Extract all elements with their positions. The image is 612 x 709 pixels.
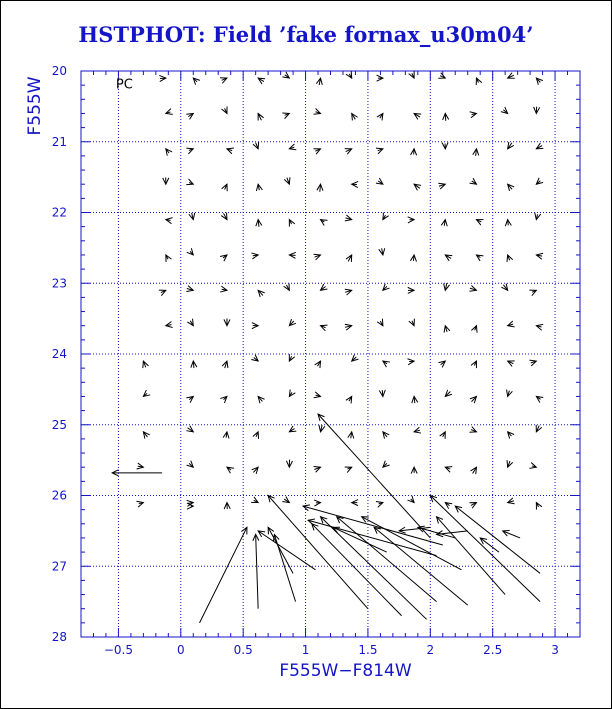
small-arrow [536, 178, 543, 184]
arrow-shaft [256, 534, 258, 608]
small-arrow [438, 361, 445, 367]
small-arrow [317, 184, 323, 192]
small-arrow [220, 286, 227, 292]
arrow-head [253, 432, 259, 439]
small-arrow [383, 432, 389, 439]
small-arrow [377, 75, 383, 81]
arrow-head [376, 501, 383, 507]
long-arrow [318, 414, 430, 538]
x-tick-label: 1.5 [358, 643, 378, 657]
small-arrow [316, 78, 322, 85]
small-arrow [163, 177, 169, 184]
small-arrow [445, 467, 452, 473]
small-arrow [166, 149, 172, 156]
y-tick-label: 21 [51, 134, 67, 149]
small-arrow [507, 460, 513, 467]
arrow-head [314, 109, 321, 115]
y-axis-label: F555W [25, 76, 45, 136]
arrow-head [507, 255, 513, 262]
arrow-head [282, 113, 289, 119]
x-tick-label: 1 [301, 643, 310, 657]
small-arrow [186, 426, 193, 432]
arrow-head [289, 220, 295, 227]
small-arrow [251, 355, 258, 361]
small-arrow [191, 361, 197, 368]
long-arrow [430, 496, 540, 602]
small-arrow [289, 354, 294, 361]
arrow-head [284, 283, 290, 290]
small-arrow [536, 425, 542, 432]
arrow-head [469, 427, 476, 433]
arrow-head [536, 396, 543, 402]
arrow-head [289, 144, 296, 150]
small-arrow [345, 289, 352, 295]
small-arrow [186, 286, 193, 292]
small-arrow [314, 254, 321, 260]
small-arrow [410, 255, 416, 262]
arrow-shaft [303, 506, 443, 545]
small-arrow [345, 215, 352, 221]
small-arrow [222, 106, 228, 113]
small-arrow [282, 113, 289, 119]
small-arrow [314, 149, 321, 155]
arrow-shaft [430, 496, 540, 602]
arrow-head [186, 179, 193, 185]
panel-label: PC [115, 77, 133, 93]
small-arrow [534, 107, 540, 114]
small-arrow [529, 360, 536, 366]
arrow-head [376, 148, 383, 154]
small-arrow [352, 355, 359, 361]
small-arrow [252, 467, 258, 474]
small-arrow [445, 503, 452, 509]
arrow-head [376, 178, 383, 184]
small-arrow [409, 71, 415, 78]
arrow-head [470, 112, 477, 118]
small-arrow [470, 112, 477, 118]
small-arrow [166, 109, 173, 115]
y-tick-label: 28 [51, 630, 67, 644]
y-tick-label: 25 [51, 417, 67, 432]
small-arrow [470, 396, 477, 403]
small-arrow [258, 113, 263, 120]
arrow-head [508, 321, 515, 327]
small-arrow [224, 503, 230, 509]
y-tick-label: 24 [51, 347, 67, 361]
arrow-head [476, 255, 483, 261]
x-tick-label: −0.5 [103, 643, 133, 657]
arrow-head [282, 497, 289, 503]
small-arrow [501, 107, 508, 113]
small-arrow [508, 432, 514, 439]
small-arrow [166, 321, 173, 327]
small-arrow [412, 396, 418, 403]
small-arrow [536, 324, 543, 330]
small-arrow [251, 497, 258, 503]
arrow-head [258, 78, 265, 84]
arrow-head [159, 290, 166, 296]
arrow-shaft [268, 496, 368, 609]
arrow-head [315, 361, 321, 368]
arrow-head [222, 106, 228, 113]
arrow-head [529, 463, 536, 469]
arrow-head [289, 390, 295, 397]
arrow-head [440, 432, 446, 439]
small-arrow [529, 463, 536, 469]
small-arrow [345, 149, 352, 155]
small-arrow [476, 220, 483, 225]
small-arrow [535, 213, 541, 220]
arrow-head [536, 253, 543, 259]
small-arrow [289, 252, 295, 258]
small-arrow [443, 113, 449, 120]
small-arrow [289, 390, 295, 397]
small-arrow [289, 144, 296, 150]
arrow-head [529, 360, 536, 366]
arrow-head [471, 326, 477, 333]
small-arrow [376, 178, 383, 184]
small-arrow [438, 183, 445, 189]
arrow-head [409, 71, 415, 78]
long-arrow [480, 538, 499, 552]
arrow-marks [112, 71, 543, 623]
long-arrow [200, 527, 247, 623]
small-arrow [186, 179, 193, 185]
small-arrow [377, 319, 383, 326]
small-arrow [409, 319, 415, 326]
arrow-head [377, 319, 383, 326]
small-arrow [253, 142, 259, 149]
small-arrow [536, 396, 543, 402]
small-arrow [441, 220, 447, 227]
arrow-head [166, 255, 172, 262]
small-arrow [252, 323, 258, 329]
arrow-shaft [318, 414, 430, 538]
arrow-head [187, 319, 193, 326]
small-arrow [159, 290, 166, 296]
small-arrow [408, 496, 415, 503]
arrow-head [438, 73, 445, 79]
small-arrow [166, 255, 172, 262]
arrow-head [258, 531, 265, 537]
arrow-shaft [258, 531, 315, 570]
arrow-head [227, 467, 234, 473]
small-arrow [187, 248, 193, 255]
small-arrow [220, 78, 227, 84]
small-arrow [189, 213, 195, 220]
arrow-head [536, 503, 542, 510]
small-arrow [508, 498, 515, 504]
small-arrow [256, 220, 262, 227]
long-arrow [503, 530, 520, 538]
arrow-shaft [455, 506, 540, 573]
small-arrow [258, 78, 265, 84]
small-arrow [352, 113, 358, 120]
small-arrow [469, 427, 476, 433]
small-arrow [314, 467, 321, 473]
small-arrow [376, 148, 383, 154]
arrow-head [136, 501, 143, 507]
small-arrow [284, 177, 290, 184]
small-arrow [505, 220, 511, 227]
small-arrow [508, 184, 514, 191]
small-arrow [258, 290, 265, 297]
arrow-head [186, 148, 193, 154]
arrow-shaft [437, 517, 506, 595]
arrow-head [471, 361, 477, 368]
small-arrow [222, 361, 228, 368]
small-arrow [383, 213, 389, 220]
arrow-head [383, 361, 390, 367]
arrow-head [414, 427, 421, 433]
small-arrow [411, 149, 417, 156]
arrow-head [166, 109, 173, 115]
small-arrow [348, 432, 354, 439]
long-arrow [312, 524, 402, 616]
small-arrow [383, 461, 390, 468]
small-arrow [407, 359, 414, 365]
small-arrow [383, 284, 390, 291]
arrow-head [289, 354, 294, 361]
small-arrow [227, 148, 234, 154]
long-arrow [258, 531, 315, 570]
small-arrow [471, 361, 477, 368]
arrow-shaft [268, 527, 293, 573]
arrow-head [314, 392, 321, 398]
small-arrow [383, 361, 390, 367]
small-arrow [289, 319, 296, 326]
small-arrow [346, 396, 352, 403]
small-arrow [352, 181, 358, 187]
small-arrow [143, 432, 149, 439]
arrow-head [137, 463, 144, 469]
small-arrow [137, 463, 144, 469]
arrow-head [321, 220, 328, 226]
small-arrow [346, 255, 352, 262]
arrow-head [469, 503, 476, 509]
small-arrow [186, 113, 193, 119]
x-tick-label: 0 [176, 643, 185, 657]
y-tick-label: 26 [51, 488, 67, 503]
arrow-head [346, 71, 352, 78]
small-arrow [501, 283, 507, 290]
small-arrow [408, 287, 414, 293]
y-tick-label: 23 [51, 276, 67, 291]
small-arrow [221, 213, 227, 220]
small-arrow [258, 396, 264, 403]
small-arrow [536, 143, 543, 149]
small-arrow [529, 290, 536, 296]
x-tick-label: 0.5 [233, 643, 253, 657]
arrow-head [222, 184, 228, 191]
arrow-head [536, 324, 543, 330]
small-arrow [476, 255, 483, 261]
small-arrow [187, 461, 194, 468]
small-arrow [508, 73, 515, 79]
arrow-head [476, 78, 482, 85]
small-arrow [411, 467, 417, 473]
arrow-head [314, 149, 321, 155]
small-arrow [438, 73, 445, 79]
small-arrow [408, 217, 414, 223]
small-arrow [136, 501, 143, 507]
arrow-head [186, 113, 193, 119]
small-arrow [536, 503, 542, 510]
small-arrow [284, 283, 290, 290]
small-arrow [193, 78, 200, 85]
small-arrow [469, 503, 476, 509]
small-arrow [319, 425, 325, 432]
arrow-shaft [312, 524, 402, 616]
small-arrow [376, 501, 383, 507]
small-arrow [253, 432, 259, 439]
small-arrow [346, 71, 352, 78]
small-arrow [222, 184, 228, 191]
y-tick-label: 27 [51, 559, 67, 574]
small-arrow [220, 255, 227, 261]
small-arrow [289, 220, 295, 227]
arrow-head [186, 426, 193, 432]
small-arrow [352, 500, 358, 506]
x-axis-label: F555W−F814W [279, 661, 412, 681]
arrow-head [346, 396, 352, 403]
arrow-head [414, 113, 421, 119]
small-arrow [471, 326, 477, 333]
long-arrow [437, 517, 506, 595]
small-arrow [289, 426, 296, 432]
arrow-head [227, 148, 234, 154]
small-arrow [444, 326, 450, 333]
small-arrow [224, 319, 230, 326]
small-arrow [286, 460, 292, 468]
small-arrow [143, 390, 150, 396]
small-arrow [282, 72, 289, 78]
small-arrow [143, 361, 149, 368]
small-arrow [314, 109, 321, 115]
small-arrow [321, 220, 328, 226]
long-arrow [253, 534, 259, 608]
small-arrow [445, 390, 452, 397]
arrow-head [289, 426, 296, 432]
small-arrow [223, 432, 229, 439]
small-arrow [442, 142, 448, 148]
small-arrow [321, 325, 328, 331]
arrow-shaft [480, 538, 499, 552]
x-axis-ticks [81, 71, 580, 657]
arrow-head [476, 220, 483, 225]
small-arrow [282, 497, 289, 503]
arrow-head [507, 390, 513, 397]
small-arrow [159, 75, 165, 81]
small-arrow [187, 319, 193, 326]
small-arrow [470, 178, 477, 184]
small-arrow [507, 255, 513, 262]
arrow-head [321, 325, 328, 331]
small-arrow [445, 255, 452, 261]
small-arrow [345, 324, 352, 330]
grid-lines [81, 71, 580, 637]
small-arrow [377, 113, 383, 120]
small-arrow [220, 396, 227, 403]
y-tick-label: 22 [51, 205, 67, 220]
small-arrow [476, 78, 482, 85]
arrow-head [220, 78, 227, 84]
small-arrow [186, 396, 193, 402]
y-tick-label: 20 [51, 64, 67, 78]
long-arrow [362, 517, 462, 570]
arrow-head [529, 290, 536, 296]
small-arrow [471, 467, 477, 474]
small-arrow [256, 184, 262, 191]
small-arrow [536, 78, 543, 85]
small-arrow [379, 248, 385, 255]
arrow-head [345, 467, 352, 473]
arrow-head [220, 286, 227, 292]
x-tick-label: 2 [426, 643, 435, 657]
small-arrow [414, 427, 421, 433]
long-arrow [455, 506, 540, 573]
arrow-head [535, 213, 541, 220]
arrow-head [409, 319, 415, 326]
long-arrow [273, 534, 295, 601]
small-arrow [414, 113, 421, 119]
arrow-head [383, 213, 389, 220]
arrow-head [166, 321, 173, 327]
long-arrow [268, 527, 293, 573]
arrow-head [377, 113, 383, 120]
small-arrow [473, 149, 479, 156]
small-arrow [227, 467, 234, 473]
arrow-head [352, 113, 358, 120]
small-arrow [186, 148, 193, 154]
long-arrow [268, 496, 368, 609]
small-arrow [315, 361, 321, 368]
arrow-shaft [200, 527, 247, 623]
small-arrow [379, 390, 385, 397]
arrow-head [445, 503, 452, 509]
arrow-shaft [362, 517, 462, 570]
small-arrow [314, 500, 320, 506]
small-arrow [440, 432, 446, 439]
small-arrow [251, 253, 258, 259]
small-arrow [508, 321, 515, 327]
long-arrow [308, 519, 436, 556]
small-arrow [345, 467, 352, 473]
arrow-head [471, 467, 477, 474]
small-arrow [507, 390, 513, 397]
long-arrow [112, 470, 162, 476]
chart-title: HSTPHOT: Field ’fake fornax_u30m04’ [78, 22, 534, 47]
arrow-head [251, 497, 258, 503]
x-tick-label: 3 [551, 643, 559, 657]
arrow-head [508, 361, 515, 367]
small-arrow [508, 361, 515, 367]
small-arrow [536, 253, 543, 259]
arrow-head [470, 178, 477, 184]
small-arrow [321, 284, 328, 290]
small-arrow [470, 285, 477, 291]
small-arrow [166, 218, 173, 224]
small-arrow [508, 142, 514, 149]
arrow-head [445, 255, 452, 261]
x-tick-label: 2.5 [483, 643, 503, 657]
small-arrow [414, 184, 421, 190]
small-arrow [444, 283, 450, 290]
small-arrow [314, 392, 321, 398]
arrow-head [445, 467, 452, 473]
